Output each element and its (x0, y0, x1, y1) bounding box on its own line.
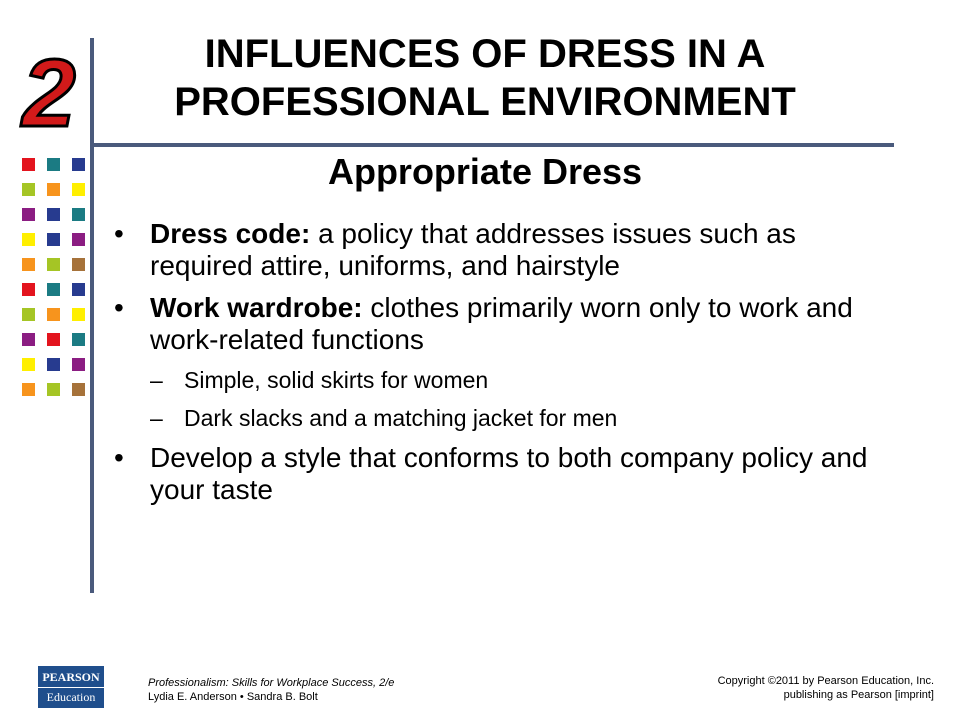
bullet-icon: • (114, 218, 124, 249)
decorative-square (22, 158, 35, 171)
decorative-square (72, 358, 85, 371)
decorative-square (47, 308, 60, 321)
logo-line-2: Education (46, 690, 96, 704)
bullet-text: Develop a style that conforms to both company policy and your taste (150, 442, 868, 505)
decorative-square (22, 258, 35, 271)
sub-bullet-text: Simple, solid skirts for women (184, 367, 489, 393)
dash-icon: – (150, 367, 163, 393)
sub-bullet-women (112, 366, 902, 394)
footer-copyright (718, 674, 934, 702)
decorative-square (22, 383, 35, 396)
decorative-square (22, 308, 35, 321)
decorative-square (22, 283, 35, 296)
decorative-square (47, 383, 60, 396)
sub-bullet-text: Dark slacks and a matching jacket for men (184, 405, 618, 431)
decorative-square (72, 233, 85, 246)
book-authors: Lydia E. Anderson • Sandra B. Bolt (148, 691, 318, 703)
decorative-square (47, 283, 60, 296)
decorative-square (47, 183, 60, 196)
sub-bullet-men (112, 404, 902, 432)
decorative-square (47, 333, 60, 346)
logo-line-1: PEARSON (42, 670, 100, 684)
decorative-square (72, 333, 85, 346)
copyright-line-2: publishing as Pearson [imprint] (783, 689, 934, 701)
decorative-square (22, 183, 35, 196)
bullet-icon: • (114, 292, 124, 323)
decorative-square (47, 208, 60, 221)
decorative-square (72, 383, 85, 396)
dash-icon: – (150, 405, 163, 431)
decorative-square (22, 358, 35, 371)
decorative-square (72, 183, 85, 196)
decorative-square (72, 283, 85, 296)
decorative-square (47, 233, 60, 246)
decorative-square (47, 258, 60, 271)
slide-body (112, 218, 902, 516)
slide-subtitle: Appropriate Dress (327, 151, 643, 192)
title-underline (94, 143, 894, 147)
decorative-square (47, 158, 60, 171)
decorative-square (72, 258, 85, 271)
decorative-square (22, 233, 35, 246)
pearson-logo (38, 666, 104, 708)
chapter-number-graphic (8, 48, 90, 134)
decorative-square (72, 208, 85, 221)
bullet-term: Work wardrobe: (150, 292, 363, 323)
title-line-1: INFLUENCES OF DRESS IN A (204, 32, 766, 76)
chapter-number: 2 (22, 48, 76, 134)
bullet-text: clothes primarily worn only to work and work-related functions (150, 292, 853, 355)
copyright-line-1: Copyright ©2011 by Pearson Education, Inc. (717, 675, 934, 687)
bullet-text: a policy that addresses issues such as required attire, uniforms, and hairstyle (150, 218, 796, 281)
slide-title (100, 30, 870, 126)
footer-book-info (148, 676, 394, 704)
vertical-rule (90, 38, 94, 593)
bullet-develop-style (112, 442, 902, 506)
decorative-square (72, 308, 85, 321)
bullet-dress-code (112, 218, 902, 282)
decorative-square-grid (22, 158, 85, 396)
bullet-term: Dress code: (150, 218, 311, 249)
bullet-work-wardrobe (112, 292, 902, 356)
decorative-square (72, 158, 85, 171)
decorative-square (22, 208, 35, 221)
decorative-square (22, 333, 35, 346)
bullet-icon: • (114, 442, 124, 473)
book-title: Professionalism: Skills for Workplace Success, 2/e (148, 677, 395, 689)
title-line-2: PROFESSIONAL ENVIRONMENT (174, 80, 796, 124)
decorative-square (47, 358, 60, 371)
